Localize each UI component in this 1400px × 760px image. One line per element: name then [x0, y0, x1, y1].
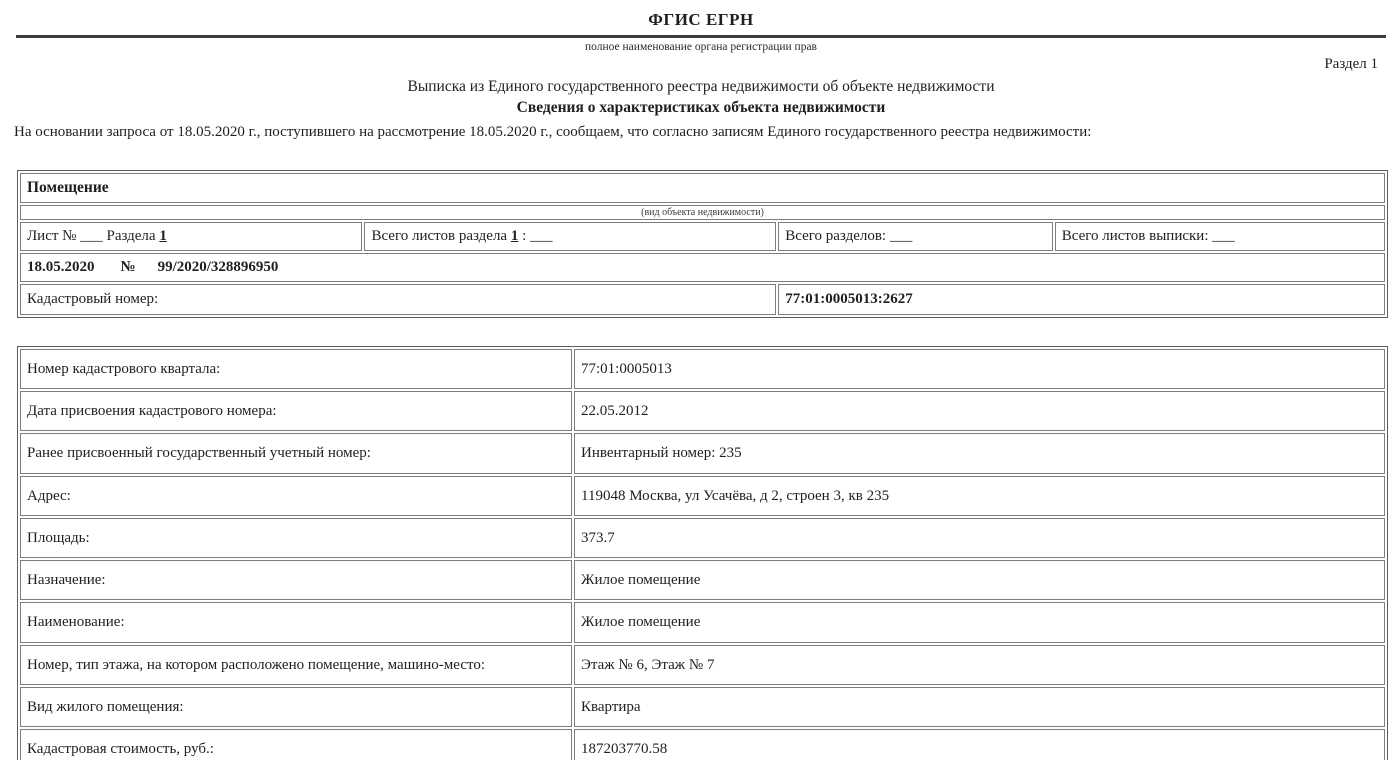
doc-date-number-row [20, 253, 1385, 282]
table-row [20, 729, 1385, 760]
doc-subtitle: Сведения о характеристиках объекта недвижимости [516, 99, 886, 116]
sections-total-cell: Всего разделов: ___ [778, 222, 1053, 251]
sheets-total-cell [364, 222, 776, 251]
row-label: Наименование: [20, 602, 572, 642]
intro-paragraph: На основании запроса от 18.05.2020 г., поступившего на рассмотрение 18.05.2020 г., сообщаем, что согласно записям Единого государственного реестра недвижимости: [14, 124, 1092, 140]
doc-number-sign: № [120, 258, 136, 275]
sheet-info-row [20, 222, 1385, 251]
table-row [20, 602, 1385, 642]
row-label: Ранее присвоенный государственный учетный номер: [20, 433, 572, 473]
table-row [20, 349, 1385, 389]
sheet-number-cell [20, 222, 362, 251]
org-title: ФГИС ЕГРН [648, 10, 754, 29]
doc-number: 99/2020/328896950 [157, 258, 279, 275]
row-label: Площадь: [20, 518, 572, 558]
sheet-number: 1 [159, 227, 167, 244]
row-label: Кадастровая стоимость, руб.: [20, 729, 572, 760]
row-value: 187203770.58 [574, 729, 1385, 760]
doc-date-number-cell [20, 253, 1385, 282]
extract-sheets-total-cell: Всего листов выписки: ___ [1055, 222, 1385, 251]
object-type: Помещение [20, 173, 1385, 203]
row-value: 22.05.2012 [574, 391, 1385, 431]
table-row [20, 476, 1385, 516]
object-type-row [20, 173, 1385, 203]
sheet-prefix: Лист № ___ Раздела [27, 227, 160, 244]
table-row [20, 433, 1385, 473]
characteristics-table [17, 346, 1388, 760]
row-label: Дата присвоения кадастрового номера: [20, 391, 572, 431]
sheets-total-prefix: Всего листов раздела [371, 227, 511, 244]
org-caption: полное наименование органа регистрации прав [585, 41, 817, 53]
table-row [20, 687, 1385, 727]
header-double-rule [16, 35, 1386, 38]
object-header-table [17, 170, 1388, 318]
row-value: 77:01:0005013 [574, 349, 1385, 389]
row-value: Инвентарный номер: 235 [574, 433, 1385, 473]
section-label: Раздел 1 [1324, 56, 1378, 72]
doc-title: Выписка из Единого государственного реестра недвижимости об объекте недвижимости [407, 78, 995, 95]
object-type-caption-row [20, 205, 1385, 220]
row-label: Адрес: [20, 476, 572, 516]
row-value: Жилое помещение [574, 602, 1385, 642]
row-value: 119048 Москва, ул Усачёва, д 2, строен 3, кв 235 [574, 476, 1385, 516]
row-value: 373.7 [574, 518, 1385, 558]
doc-date: 18.05.2020 [27, 258, 95, 275]
row-value: Жилое помещение [574, 560, 1385, 600]
sheets-total-number: 1 [510, 227, 519, 244]
cadastral-number-label: Кадастровый номер: [20, 284, 776, 315]
row-value: Этаж № 6, Этаж № 7 [574, 645, 1385, 685]
cadastral-number-value: 77:01:0005013:2627 [778, 284, 1385, 315]
table-row [20, 518, 1385, 558]
row-label: Номер, тип этажа, на котором расположено помещение, машино-место: [20, 645, 572, 685]
row-label: Назначение: [20, 560, 572, 600]
table-row [20, 391, 1385, 431]
table-row [20, 560, 1385, 600]
object-type-caption: (вид объекта недвижимости) [20, 205, 1385, 220]
row-label: Вид жилого помещения: [20, 687, 572, 727]
row-value: Квартира [574, 687, 1385, 727]
row-label: Номер кадастрового квартала: [20, 349, 572, 389]
sheets-total-suffix: : ___ [518, 227, 553, 244]
table-row [20, 645, 1385, 685]
cadastral-number-row [20, 284, 1385, 315]
